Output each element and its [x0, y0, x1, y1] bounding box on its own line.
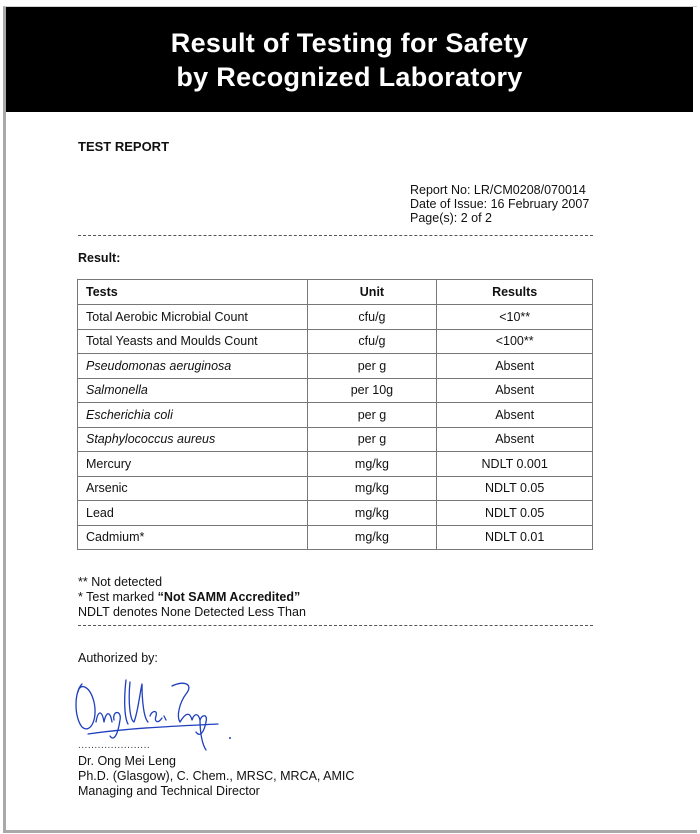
cell-unit: per g — [307, 354, 437, 379]
cell-result: NDLT 0.05 — [437, 501, 593, 526]
cell-test: Cadmium* — [78, 525, 308, 550]
header-tests: Tests — [78, 280, 308, 305]
banner-title-line-2: by Recognized Laboratory — [176, 62, 523, 92]
signer-credentials: Ph.D. (Glasgow), C. Chem., MRSC, MRCA, AMIC — [78, 769, 355, 783]
table-row — [78, 525, 593, 550]
cell-unit: cfu/g — [307, 305, 437, 330]
table-row — [78, 452, 593, 477]
table-row — [78, 403, 593, 428]
table-row — [78, 476, 593, 501]
cell-test: Arsenic — [78, 476, 308, 501]
cell-unit: mg/kg — [307, 501, 437, 526]
table-row — [78, 378, 593, 403]
note-not-detected: ** Not detected — [78, 575, 163, 589]
page-count: Page(s): 2 of 2 — [410, 211, 492, 225]
results-table — [77, 279, 593, 550]
report-meta — [410, 183, 589, 225]
cell-unit: cfu/g — [307, 329, 437, 354]
report-number: Report No: LR/CM0208/070014 — [410, 183, 586, 197]
signer-block — [78, 754, 354, 799]
cell-test: Total Aerobic Microbial Count — [78, 305, 308, 330]
table-header-row — [78, 280, 593, 305]
cell-test: Staphylococcus aureus — [78, 427, 308, 452]
cell-test: Pseudomonas aeruginosa — [78, 354, 308, 379]
cell-unit: mg/kg — [307, 525, 437, 550]
note-ndlt: NDLT denotes None Detected Less Than — [78, 605, 306, 619]
table-row — [78, 305, 593, 330]
cell-test: Total Yeasts and Moulds Count — [78, 329, 308, 354]
cell-unit: per 10g — [307, 378, 437, 403]
cell-test: Salmonella — [78, 378, 308, 403]
cell-unit: mg/kg — [307, 452, 437, 477]
note-accredited-bold: “Not SAMM Accredited” — [157, 590, 301, 604]
authorized-by-label: Authorized by: — [78, 651, 158, 665]
cell-test: Mercury — [78, 452, 308, 477]
table-row — [78, 501, 593, 526]
date-of-issue: Date of Issue: 16 February 2007 — [410, 197, 590, 211]
result-label: Result: — [78, 251, 121, 265]
cell-test: Lead — [78, 501, 308, 526]
cell-test: Escherichia coli — [78, 403, 308, 428]
divider — [78, 625, 593, 626]
cell-result: NDLT 0.01 — [437, 525, 593, 550]
banner-title-line-1: Result of Testing for Safety — [170, 28, 529, 58]
signer-title: Managing and Technical Director — [78, 784, 260, 798]
report-heading: TEST REPORT — [78, 139, 170, 154]
signer-name: Dr. Ong Mei Leng — [78, 754, 176, 768]
cell-unit: per g — [307, 427, 437, 452]
note-accredited-prefix: * Test marked — [78, 590, 158, 604]
signature-line: ...................... — [78, 740, 151, 751]
title-banner — [6, 7, 693, 112]
cell-result: Absent — [437, 378, 593, 403]
cell-unit: per g — [307, 403, 437, 428]
header-results: Results — [437, 280, 593, 305]
table-row — [78, 427, 593, 452]
cell-result: NDLT 0.05 — [437, 476, 593, 501]
note-accredited — [78, 590, 306, 605]
table-row — [78, 329, 593, 354]
table-row — [78, 354, 593, 379]
cell-result: Absent — [437, 354, 593, 379]
cell-result: NDLT 0.001 — [437, 452, 593, 477]
divider — [78, 235, 593, 236]
header-unit: Unit — [307, 280, 437, 305]
cell-result: Absent — [437, 403, 593, 428]
cell-result: <10** — [437, 305, 593, 330]
cell-result: <100** — [437, 329, 593, 354]
footnotes — [78, 575, 306, 620]
cell-result: Absent — [437, 427, 593, 452]
cell-unit: mg/kg — [307, 476, 437, 501]
